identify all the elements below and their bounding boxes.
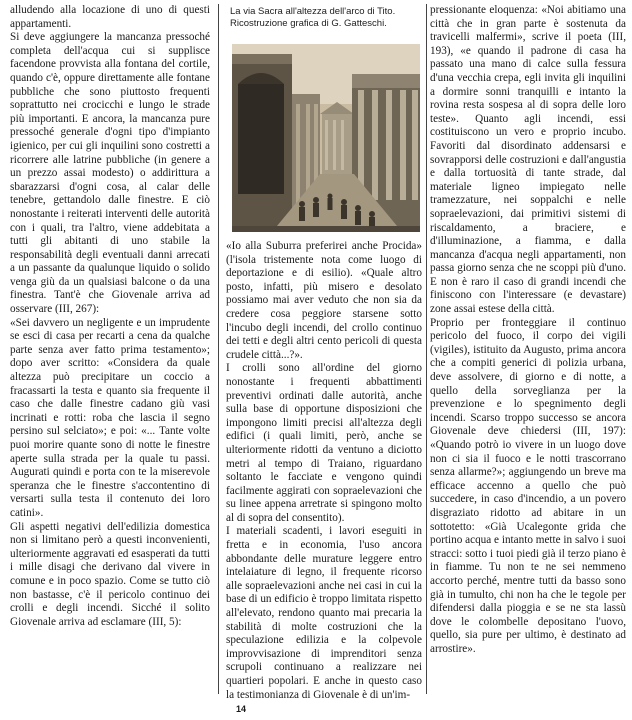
page-number: 14 xyxy=(236,704,247,714)
paragraph: alludendo alla locazione di uno di questi appartamenti. xyxy=(10,4,210,30)
illustration-drawing xyxy=(232,44,420,232)
paragraph: «Sei davvero un negligente e un imprudente se esci di casa per recarti a cena da qualche parte senza aver fatto prima testamento»; dopo aver scritto: «Considera da quale altezza può precipitare un coccio a fracassarti la testa e quanto sia frequente il caso che dalle finestre cadano giù vasi incrinati e rotti: roba che lascia il segno persino sul selciato»; e poi: «... Tante volte puoi morire quante sono di notte le finestre aperte sulla strada per la quale tu passi. Augurati quindi e porta con te la miserevole speranza che le finestre s'accontentino di versarti sulla testa il contenuto dei loro catini». xyxy=(10,316,210,519)
paragraph: Proprio per fronteggiare il continuo pericolo del fuoco, il corpo dei vigili (vigiles), istituito da Augusto, prima ancora che a compiti generici di polizia urbana, deve assolvere, di giorno e di notte, a quello della sorveglianza per la prevenzione e lo spegnimento degli incendi. Scarso troppo successo se ancora Giovenale deve chiedersi (III, 197): «Quando potrò io vivere in un luogo dove non ci sia il fuoco e le notti trascorrano senza allarme?»; aggiungendo un breve ma efficace accenno a quello che può succedere, in caso d'incendio, a un povero disgraziato ridotto ad abitare in un sottotetto: «Già Ucalegonte grida che portino acqua e intanto mette in salvo i suoi stracci: sotto i tuoi piedi già il terzo piano è in fiamme. Tu non te ne sei nemmeno accorto perché, mentre tutti da basso sono già in tumulto, chi non ha che le tegole per difendersi dalla pioggia e se ne sta lassù dove le colombelle depositano l'uovo, quello, sia pure per ultimo, è destinato ad arrostire». xyxy=(430,316,626,655)
paragraph: «Io alla Suburra preferirei anche Procida» (l'isola tristemente nota come luogo di deportazione e di esilio). «Quale altro posto, infatti, più misero e desolato possiamo mai aver veduto che non sia da credere cosa peggiore starsene sotto l'incubo degli incendi, del crollo continuo dei tetti e degli altri cento pericoli di questa crudele città...?». xyxy=(226,240,422,361)
column-divider xyxy=(218,4,219,694)
text-column-left xyxy=(10,4,210,704)
illustration-via-sacra xyxy=(232,44,420,232)
paragraph: I crolli sono all'ordine del giorno nonostante i frequenti abbattimenti preventivi ordinati dalle autorità, anche sulla base di opportune disposizioni che impongono limiti precisi all'altezza degli edifici (i quali limiti, però, anche se ulteriormente ridotti da ventuno a diciotto metri al tempo di Traiano, riguardano soltanto le facciate e vengono quindi facilmente aggirati con sopraelevazioni che su linee appena arretrate si spingono molto al di sopra del consentito). xyxy=(226,362,422,524)
paragraph: pressionante eloquenza: «Noi abitiamo una città che in gran parte è sostenuta da travicelli malfermi», scrive il poeta (III, 193), «e quando il padrone di casa ha passato una mano di calce sulla fessura d'una vecchia crepa, egli invita gli inquilini a dormire sonni tranquilli e intanto la rovina resta sospesa al di sopra delle loro teste». Quanto agli incendi, essi costituiscono un vero e proprio incubo. Favoriti dal disordinato addensarsi e sovrapporsi delle costruzioni e dall'angustia e dalla tortuosità di tante strade, dal materiale ligneo impiegato nelle tramezzature, nei soppalchi e nelle sopraelevazioni, dai primitivi sistemi di riscaldamento, a braciere, e d'illuminazione, a fiamma, e dalla mancanza d'acqua negli appartamenti, non passa giorno senza che ne scoppi più d'uno. E non è raro il caso di grandi incendi che finiscono con l'interessare (e devastare) zone assai estese della città. xyxy=(430,4,626,316)
text-column-right xyxy=(430,4,626,704)
column-divider xyxy=(426,4,427,694)
paragraph: Gli aspetti negativi dell'edilizia domestica non si limitano però a questi inconvenienti, ulteriormente aggravati ed esasperati da tutti i mille disagi che derivano dal vivere in comune e in poco spazio. Come se tutto ciò non bastasse, c'è il pericolo continuo dei crolli e degli incendi. Sicché il solito Giovenale arriva ad esclamare (III, 5): xyxy=(10,520,210,628)
paragraph: I materiali scadenti, i lavori eseguiti in fretta e in economia, l'uso ancora abbondante delle murature leggere entro intelaiature di legno, il frequente ricorso alle sopraelevazioni anche nei casi in cui la base di un edificio è troppo limitata rispetto all'elevato, rendono quanto mai precaria la stabilità di molte costruzioni che la speculazione edilizia e la colpevole improvvisazione di imprenditori senza scrupoli continuano a realizzare nei quartieri popolari. E anche in questo caso la testimonianza di Giovenale è di un'im- xyxy=(226,525,422,700)
figure-caption: La via Sacra all'altezza dell'arco di Tito. Ricostruzione grafica di G. Gatteschi. xyxy=(230,6,396,29)
text-column-middle xyxy=(226,240,422,700)
paragraph: Si deve aggiungere la mancanza pressoché completa dell'acqua cui si supplisce facendone provvista alla fontana del cortile, quando c'è, oppure direttamente alle fontane pubbliche che sono piuttosto frequenti soprattutto nei crocicchi e lungo le strade più importanti. E ancora, la mancanza pure pressoché generale d'ogni tipo d'impianto igienico, per cui gli inquilini sono costretti a ricorrere alle latrine pubbliche (in genere a un prezzo assai modesto) o addirittura a sbarazzarsi d'ogni cosa, al calar delle tenebre, gettandolo dalle finestre. E ciò nonostante i reiterati interventi delle autorità con i quali, tra l'altro, viene addebitata a tutti gli abitanti di uno stabile la responsabilità degli eventuali danni arrecati a un passante da qualunque liquido o solido venga giù da un qualsiasi balcone o da una finestra. Tant'è che Giovenale arriva ad osservare (III, 267): xyxy=(10,31,210,316)
